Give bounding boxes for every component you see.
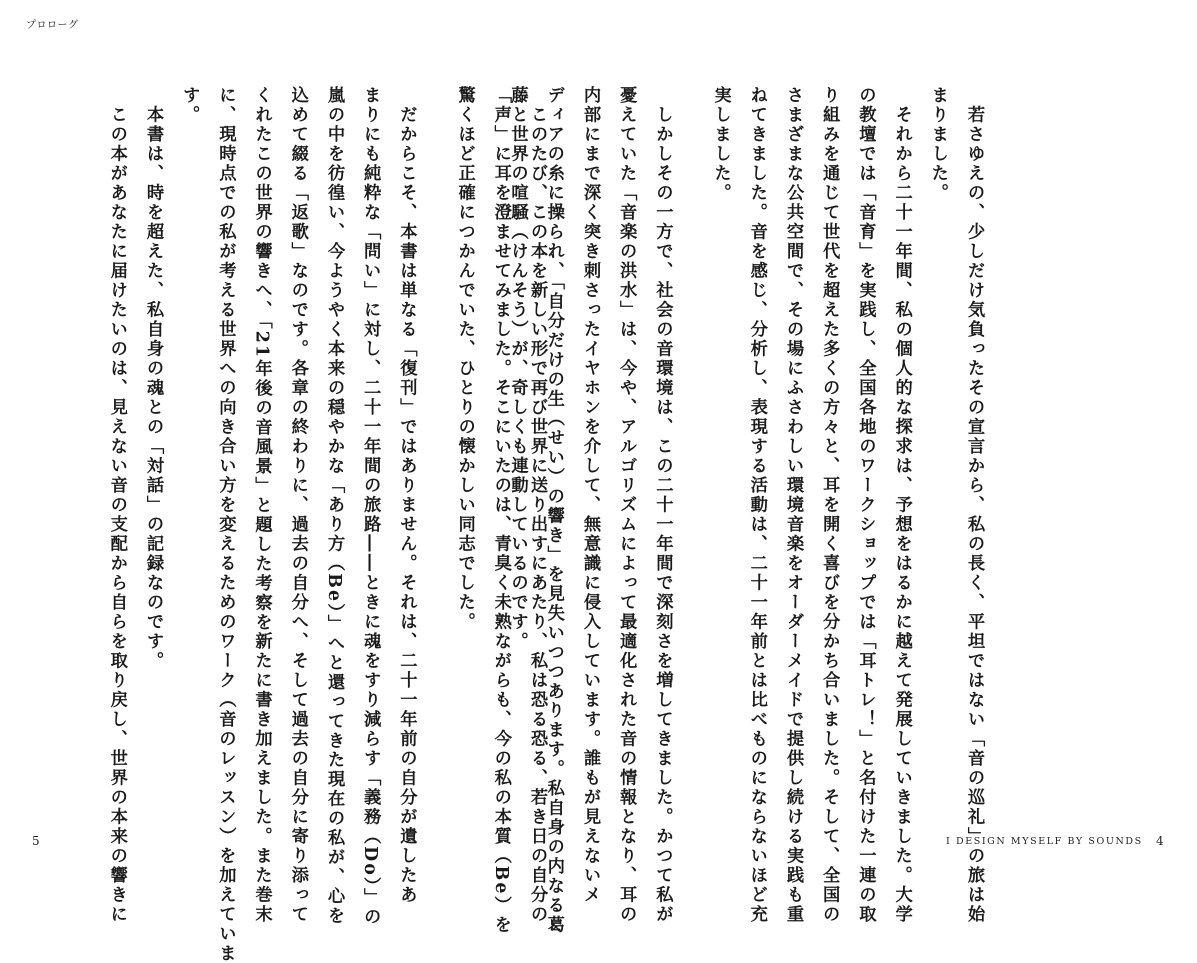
paragraph: それから二十一年間、私の個人的な探求は、予想をはるかに越えて発展していきました。大学 の教壇では「音育」を実践し、全国各地のワークショップでは「耳トレ！」と名付けた一連の取 り組みを通じて世代を超えた多くの方々と、耳を開く喜びを分かち合いました。そして、全国の さまざまな公共空間で、その場にふさわしい環境音楽をオーダーメイドで提供し続ける実践も重 ねてきました。音を感じ、分析し、表現する活動は、二十一年前とは比べものにならないほど充 実しました。 (710, 86, 912, 925)
paragraph: この本があなたに届けたいのは、見えない音の支配から自らを取り戻し、世界の本来の響きに (106, 86, 127, 925)
paragraph: しかしその一方で、社会の音環境は、この二十一年間で深刻さを増してきました。かつて私が 憂えていた「音楽の洪水」は、今や、アルゴリズムによって最適化された音の情報となり、耳の 内部にまで深く突き刺さったイヤホンを介して、無意識に侵入しています。誰もが見えないメ ディアの糸に操られ、「自分だけの生（せい）の響き」を見失いつつあります。私自身の内なる葛 藤と世界の喧騒（けんそう）が、奇しくも連動しているのです。 (507, 86, 673, 935)
paragraph: 若さゆえの、少しだけ気負ったその宣言から、私の長く、平坦ではない「音の巡礼」の旅は始 まりました。 (927, 86, 984, 925)
page-number-left: 5 (32, 834, 40, 848)
paragraph: だからこそ、本書は単なる「復刊」ではありません。それは、二十一年前の自分が遺したあ まりにも純粋な「問い」に対し、二十一年間の旅路――ときに魂をすり減らす「義務（Do）」の 嵐の中を彷徨い、今ようやく本来の穏やかな「あり方（Be）」へと還ってきた現在の私が、心を 込めて綴る「返歌」なのです。各章の終わりに、過去の自分へ、そして過去の自分に寄り添って くれたこの世界の響きへ、「21年後の音風景」と題した考察を新たに書き加えました。また巻末 に、現時点での私が考える世界への向き合い方を変えるためのワーク（音のレッスン）を加えていま す。 (179, 86, 417, 963)
running-title: I DESIGN MYSELF BY SOUNDS (946, 836, 1143, 847)
left-page-text (99, 86, 555, 963)
paragraph: このたび、この本を新しい形で再び世界に送り出すにあたり、私は恐る恐る、若き日の自分の 「声」に耳を澄ませてみました。そこにいたのは、青臭く未熟ながらも、今の私の本質（Be）を 驚くほど正確につかんでいた、ひとりの懐かしい同志でした。 (454, 86, 547, 935)
page-number-right: 4 (1156, 834, 1164, 848)
paragraph: 本書は、時を超えた、私自身の魂との「対話」の記録なのです。 (142, 86, 163, 671)
chapter-header: プロローグ (26, 20, 79, 31)
